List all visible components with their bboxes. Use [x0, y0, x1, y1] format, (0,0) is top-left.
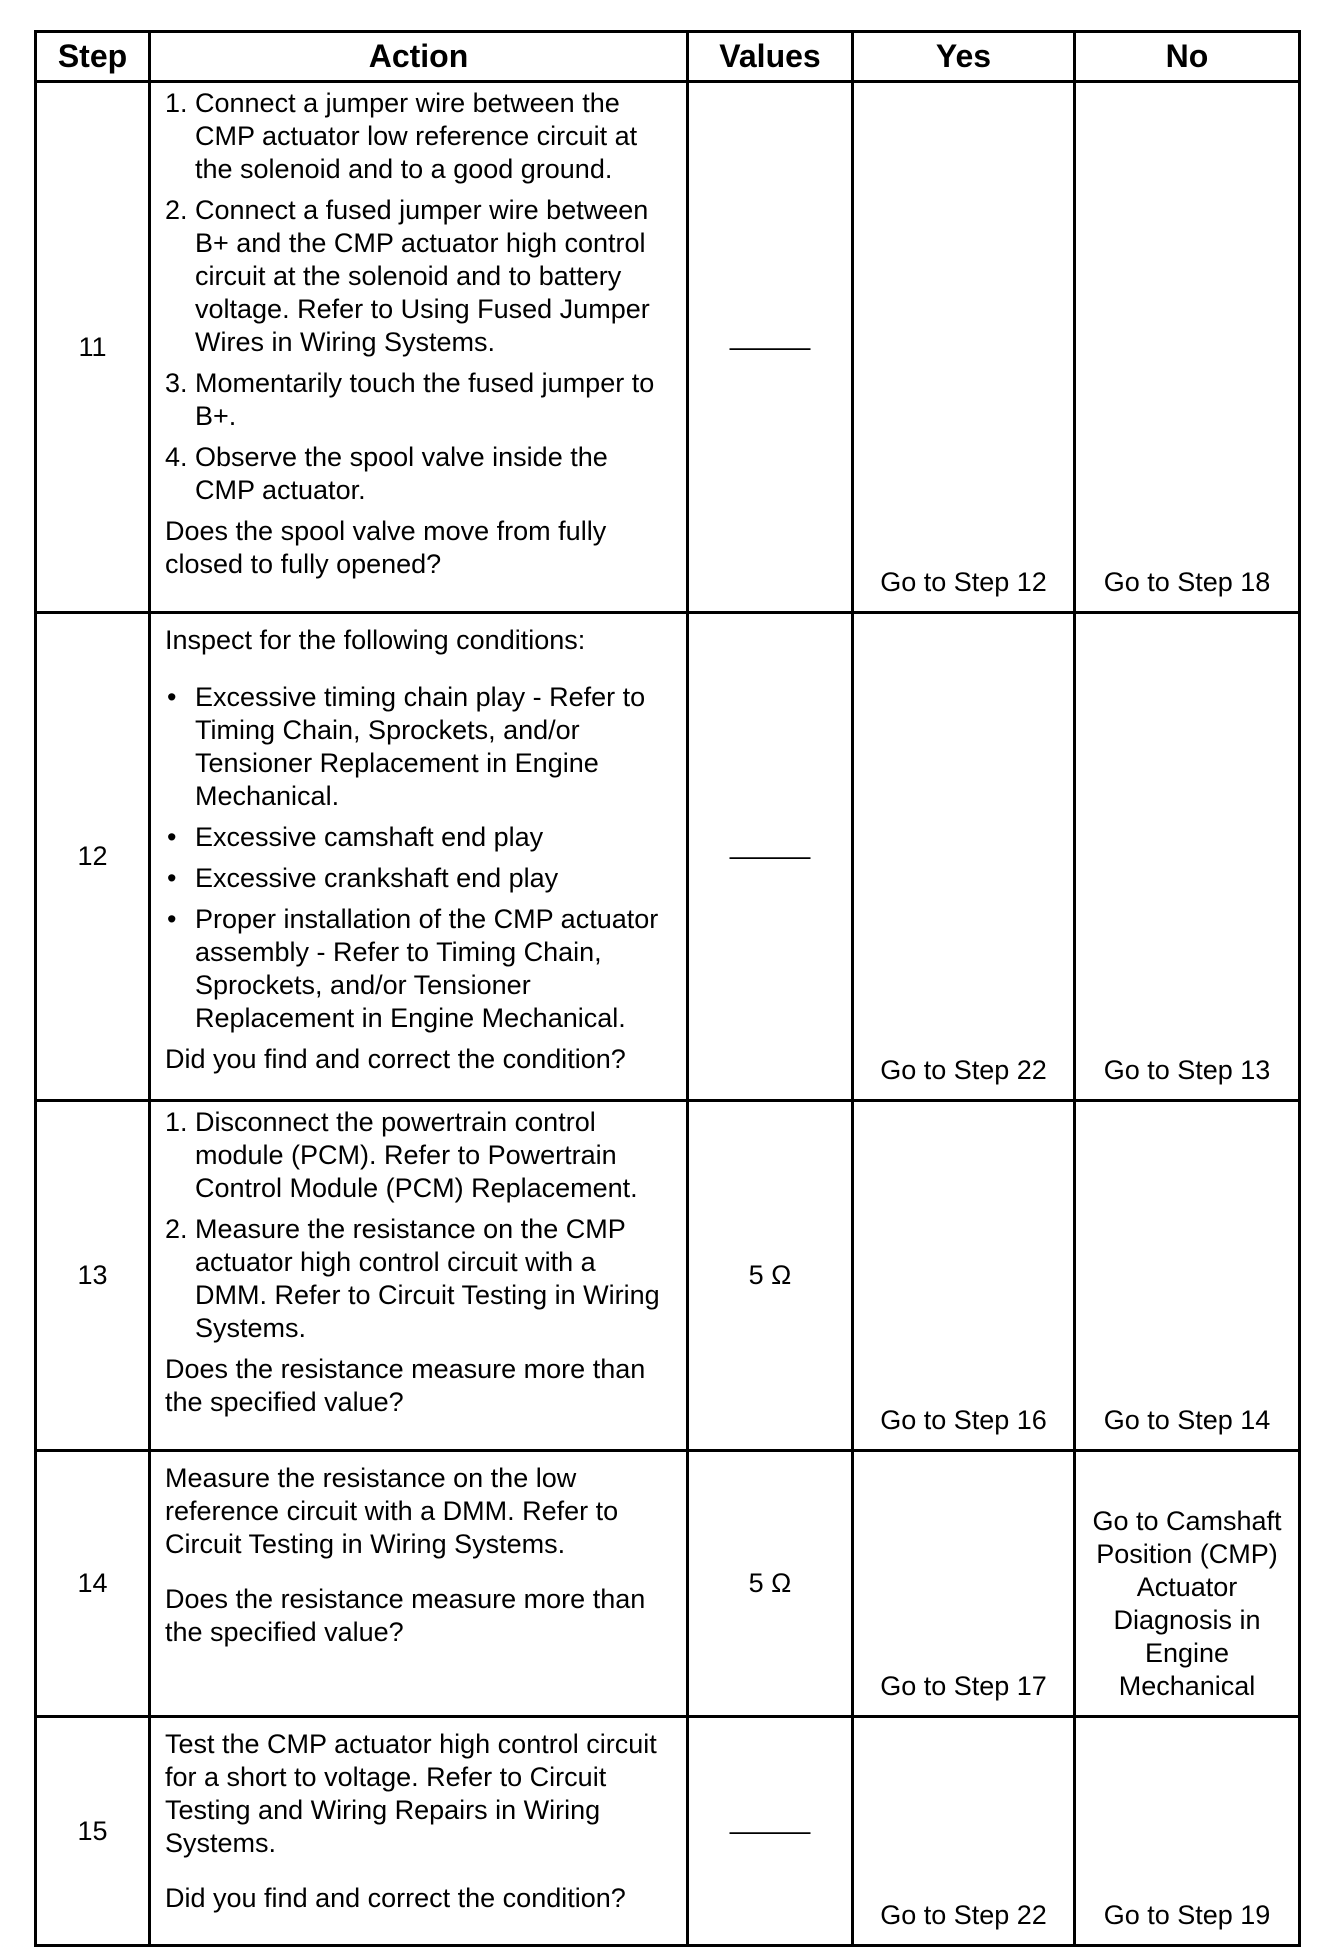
action-question: Does the resistance measure more than the specified value?: [165, 1584, 646, 1647]
no-cell: Go to Step 14: [1075, 1101, 1300, 1451]
value-cell: ———: [688, 613, 853, 1101]
action-intro: Test the CMP actuator high control circuit for a short to voltage. Refer to Circuit Testing and Wiring Repairs in Wiring Systems.: [165, 1729, 657, 1858]
action-intro: Inspect for the following conditions:: [165, 625, 586, 655]
action-cell: [150, 1451, 688, 1717]
header-no: No: [1075, 32, 1300, 82]
action-cell: [150, 1101, 688, 1451]
table-row: [36, 1717, 1300, 1946]
list-item: • Excessive camshaft end play: [167, 822, 544, 852]
value-cell: ———: [688, 82, 853, 613]
no-cell: Go to Step 18: [1075, 82, 1300, 613]
action-step: 2. Connect a fused jumper wire between B+ and the CMP actuator high control circuit at the solenoid and to battery voltage. Refer to Using Fused Jumper Wires in Wiring Systems.: [165, 195, 650, 357]
action-step: 1. Disconnect the powertrain control module (PCM). Refer to Powertrain Control Module (PCM) Replacement.: [165, 1107, 638, 1203]
condition-list: [165, 681, 674, 1035]
table-row: [36, 1101, 1300, 1451]
diagnostic-table: [34, 30, 1301, 1947]
step-number: 11: [36, 82, 150, 613]
action-steps: [165, 1106, 674, 1345]
yes-cell: Go to Step 17: [853, 1451, 1075, 1717]
table-row: [36, 82, 1300, 613]
header-yes: Yes: [853, 32, 1075, 82]
step-number: 14: [36, 1451, 150, 1717]
no-cell: Go to Step 13: [1075, 613, 1300, 1101]
table-row: [36, 613, 1300, 1101]
action-question: Did you find and correct the condition?: [165, 1883, 626, 1913]
value-cell: 5 Ω: [688, 1451, 853, 1717]
step-number: 13: [36, 1101, 150, 1451]
action-question: Does the spool valve move from fully closed to fully opened?: [165, 516, 607, 579]
action-cell: [150, 82, 688, 613]
header-row: [36, 32, 1300, 82]
action-steps: [165, 87, 674, 507]
action-step: 1. Connect a jumper wire between the CMP actuator low reference circuit at the solenoid and to a good ground.: [165, 88, 638, 184]
yes-cell: Go to Step 16: [853, 1101, 1075, 1451]
action-intro: Measure the resistance on the low reference circuit with a DMM. Refer to Circuit Testing in Wiring Systems.: [165, 1463, 619, 1559]
action-question: Does the resistance measure more than the specified value?: [165, 1354, 646, 1417]
no-cell: Go to Camshaft Position (CMP) Actuator Diagnosis in Engine Mechanical: [1075, 1451, 1300, 1717]
no-cell: Go to Step 19: [1075, 1717, 1300, 1946]
list-item: • Excessive timing chain play - Refer to Timing Chain, Sprockets, and/or Tensioner Replacement in Engine Mechanical.: [167, 682, 646, 811]
step-number: 15: [36, 1717, 150, 1946]
list-item: • Excessive crankshaft end play: [167, 863, 559, 893]
header-values: Values: [688, 32, 853, 82]
value-cell: 5 Ω: [688, 1101, 853, 1451]
action-question: Did you find and correct the condition?: [165, 1044, 626, 1074]
step-number: 12: [36, 613, 150, 1101]
list-item: • Proper installation of the CMP actuator assembly - Refer to Timing Chain, Sprockets, and/or Tensioner Replacement in Engine Mechanical.: [167, 904, 659, 1033]
action-cell: [150, 613, 688, 1101]
table-row: [36, 1451, 1300, 1717]
header-step: Step: [36, 32, 150, 82]
action-step: 4. Observe the spool valve inside the CMP actuator.: [165, 442, 608, 505]
yes-cell: Go to Step 22: [853, 1717, 1075, 1946]
yes-cell: Go to Step 22: [853, 613, 1075, 1101]
action-step: 2. Measure the resistance on the CMP actuator high control circuit with a DMM. Refer to Circuit Testing in Wiring Systems.: [165, 1214, 660, 1343]
action-cell: [150, 1717, 688, 1946]
header-action: Action: [150, 32, 688, 82]
value-cell: ———: [688, 1717, 853, 1946]
action-step: 3. Momentarily touch the fused jumper to B+.: [165, 368, 655, 431]
yes-cell: Go to Step 12: [853, 82, 1075, 613]
